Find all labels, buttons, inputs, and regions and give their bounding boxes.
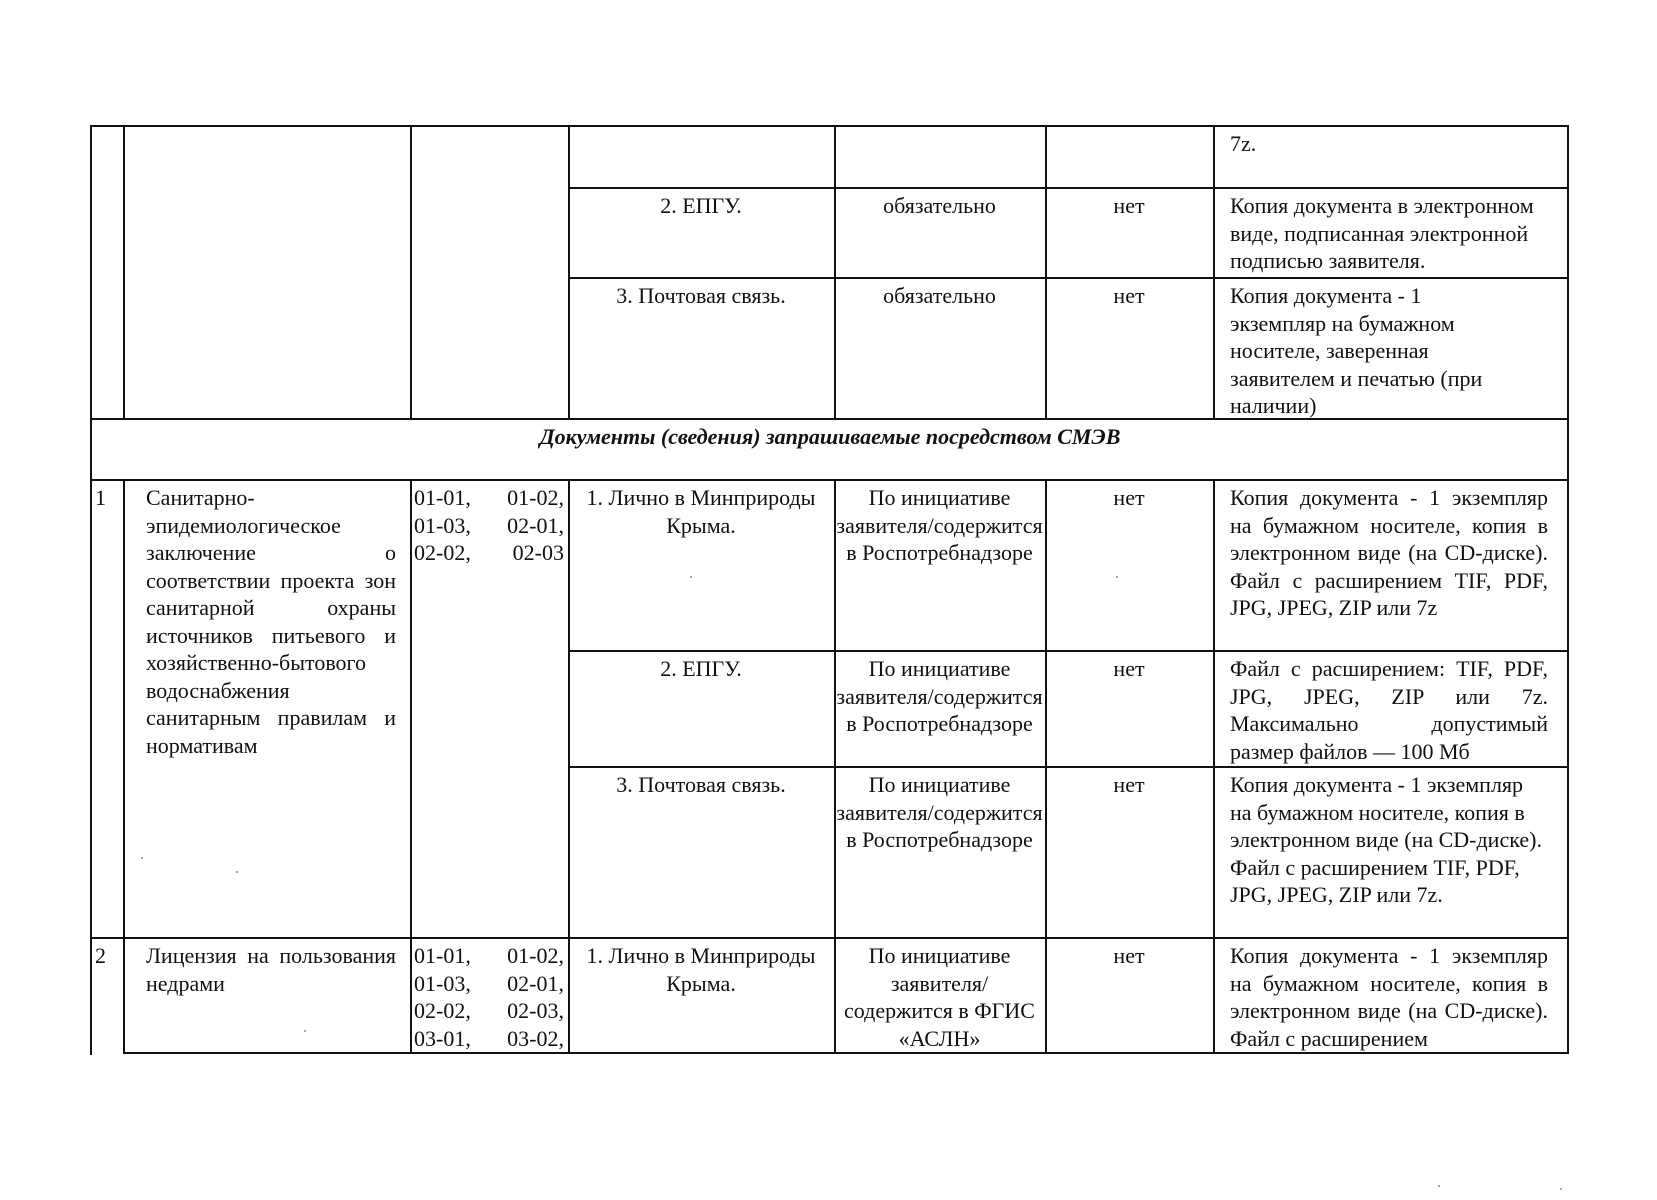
doc2-row1-obligation: По инициативе заявителя/ содержится в ФГИС «АСЛН» (844, 943, 1035, 1051)
scan-speck (690, 576, 692, 578)
doc1-row1-requirements: Копия документа - 1 экземпляр на бумажном носителе, копия в электронном виде (на CD-диске). Файл с расширением TIF, PDF, JPG, JPEG, ZIP или 7z (1230, 485, 1548, 620)
doc2-codes: 01-01, 01-02, 01-03, 02-01, 02-02, 02-03, 03-01, 03-02, (414, 943, 564, 1051)
doc1-row3-requirements: Копия документа - 1 экземпляр на бумажном носителе, копия в электронном виде (на CD-диске). Файл с расширением TIF, PDF, JPG, JPEG, ZIP или 7z. (1230, 772, 1542, 907)
doc1-name: Санитарно-эпидемиологическое заключение о соответствии проекта зон санитарной охраны источников питьевого и хозяйственно-бытового водоснабжения санитарным правилам и нормативам (146, 485, 396, 758)
doc1-row2-method: 2. ЕПГУ. (660, 656, 742, 681)
doc1-number: 1 (95, 485, 106, 510)
scan-speck (1438, 1185, 1440, 1187)
doc1-row3-obligation: По инициативе заявителя/содержится в Роспотребнадзоре (836, 772, 1043, 852)
scan-speck (141, 857, 143, 859)
doc1-codes: 01-01, 01-02, 01-03, 02-01, 02-02, 02-03 (414, 485, 564, 565)
doc2-row1-fee: нет (1113, 943, 1145, 968)
doc2-row1-method: 1. Лично в Минприроды Крыма. (586, 943, 816, 996)
doc1-row1-method: 1. Лично в Минприроды Крыма. (586, 485, 816, 538)
doc2-name: Лицензия на пользования недрами (146, 943, 396, 996)
scan-speck (1116, 576, 1118, 578)
cont-row1-requirements: Копия документа в электронном виде, подписанная электронной подписью заявителя. (1230, 193, 1534, 273)
doc1-row2-requirements: Файл с расширением: TIF, PDF, JPG, JPEG, ZIP или 7z. Максимально допустимый размер файлов — 100 Мб (1230, 656, 1548, 764)
doc1-row2-fee: нет (1113, 656, 1145, 681)
doc2-row1-requirements: Копия документа - 1 экземпляр на бумажном носителе, копия в электронном виде (на CD-диске). Файл с расширением (1230, 943, 1548, 1051)
cont-row2-method: 3. Почтовая связь. (616, 283, 786, 308)
doc1-row2-obligation: По инициативе заявителя/содержится в Роспотребнадзоре (836, 656, 1043, 736)
cont-row1-fee: нет (1113, 193, 1145, 218)
doc1-row3-method: 3. Почтовая связь. (616, 772, 786, 797)
cont-row1-method: 2. ЕПГУ. (660, 193, 742, 218)
cont-row1-obligation: обязательно (883, 193, 996, 218)
doc1-row1-obligation: По инициативе заявителя/содержится в Роспотребнадзоре (836, 485, 1043, 565)
section-title: Документы (сведения) запрашиваемые посредством СМЭВ (539, 424, 1121, 449)
scan-speck (236, 871, 238, 873)
cont-row0-requirements: 7z. (1230, 131, 1257, 156)
cont-row2-requirements: Копия документа - 1 экземпляр на бумажном носителе, заверенная заявителем и печатью (при наличии) (1230, 283, 1483, 418)
scan-speck (304, 1030, 306, 1032)
doc2-number: 2 (95, 943, 106, 968)
cont-row2-obligation: обязательно (883, 283, 996, 308)
cont-row2-fee: нет (1113, 283, 1145, 308)
doc1-row3-fee: нет (1113, 772, 1145, 797)
scan-speck (1560, 1188, 1562, 1190)
doc1-row1-fee: нет (1113, 485, 1145, 510)
